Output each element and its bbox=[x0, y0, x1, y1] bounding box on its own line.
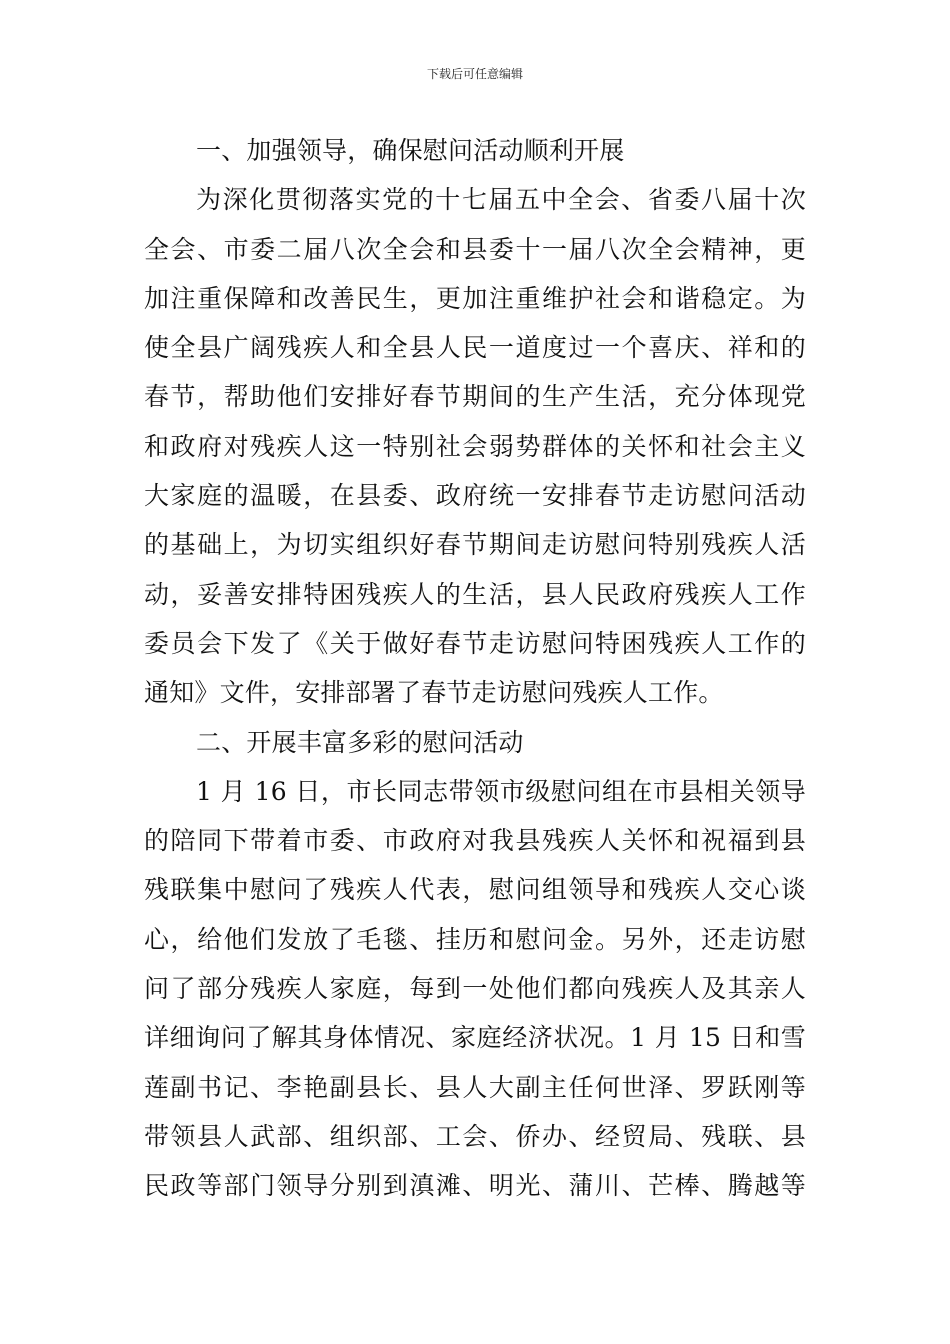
paragraph-line: 加注重保障和改善民生，更加注重维护社会和谐稳定。为 bbox=[144, 283, 806, 313]
paragraph-line: 全会、市委二届八次全会和县委十一届八次全会精神，更 bbox=[144, 234, 806, 264]
paragraph-line: 心，给他们发放了毛毯、挂历和慰问金。另外，还走访慰 bbox=[144, 924, 806, 954]
paragraph-line: 通知》文件，安排部署了春节走访慰问残疾人工作。 bbox=[144, 678, 724, 708]
paragraph-line: 残联集中慰问了残疾人代表，慰问组领导和残疾人交心谈 bbox=[144, 875, 806, 905]
paragraph-line: 民政等部门领导分别到滇滩、明光、蒲川、芒棒、腾越等 bbox=[144, 1171, 806, 1201]
paragraph-line: 动，妥善安排特困残疾人的生活，县人民政府残疾人工作 bbox=[144, 579, 806, 609]
paragraph-line: 带领县人武部、组织部、工会、侨办、经贸局、残联、县 bbox=[144, 1121, 806, 1151]
paragraph-line: 莲副书记、李艳副县长、县人大副主任何世泽、罗跃刚等 bbox=[144, 1072, 806, 1102]
paragraph-line: 为深化贯彻落实党的十七届五中全会、省委八届十次 bbox=[196, 185, 806, 215]
paragraph-line: 使全县广阔残疾人和全县人民一道度过一个喜庆、祥和的 bbox=[144, 333, 806, 363]
document-body bbox=[144, 126, 806, 1211]
paragraph-line: 春节，帮助他们安排好春节期间的生产生活，充分体现党 bbox=[144, 382, 806, 412]
paragraph-line: 委员会下发了《关于做好春节走访慰问特困残疾人工作的 bbox=[144, 628, 806, 658]
section-heading-1: 一、加强领导，确保慰问活动顺利开展 bbox=[196, 136, 625, 165]
paragraph-line: 1 月 16 日，市长同志带领市级慰问组在市县相关领导 bbox=[196, 776, 806, 806]
paragraph-line: 的陪同下带着市委、市政府对我县残疾人关怀和祝福到县 bbox=[144, 826, 806, 856]
paragraph-line: 大家庭的温暖，在县委、政府统一安排春节走访慰问活动 bbox=[144, 481, 806, 511]
paragraph-line: 问了部分残疾人家庭，每到一处他们都向残疾人及其亲人 bbox=[144, 974, 806, 1004]
header-note: 下载后可任意编辑 bbox=[426, 67, 523, 81]
paragraph-line: 详细询问了解其身体情况、家庭经济状况。1 月 15 日和雪 bbox=[144, 1023, 806, 1053]
section-heading-2: 二、开展丰富多彩的慰问活动 bbox=[196, 727, 524, 757]
paragraph-line: 和政府对残疾人这一特别社会弱势群体的关怀和社会主义 bbox=[144, 431, 806, 461]
paragraph-line: 的基础上，为切实组织好春节期间走访慰问特别残疾人活 bbox=[144, 530, 806, 560]
